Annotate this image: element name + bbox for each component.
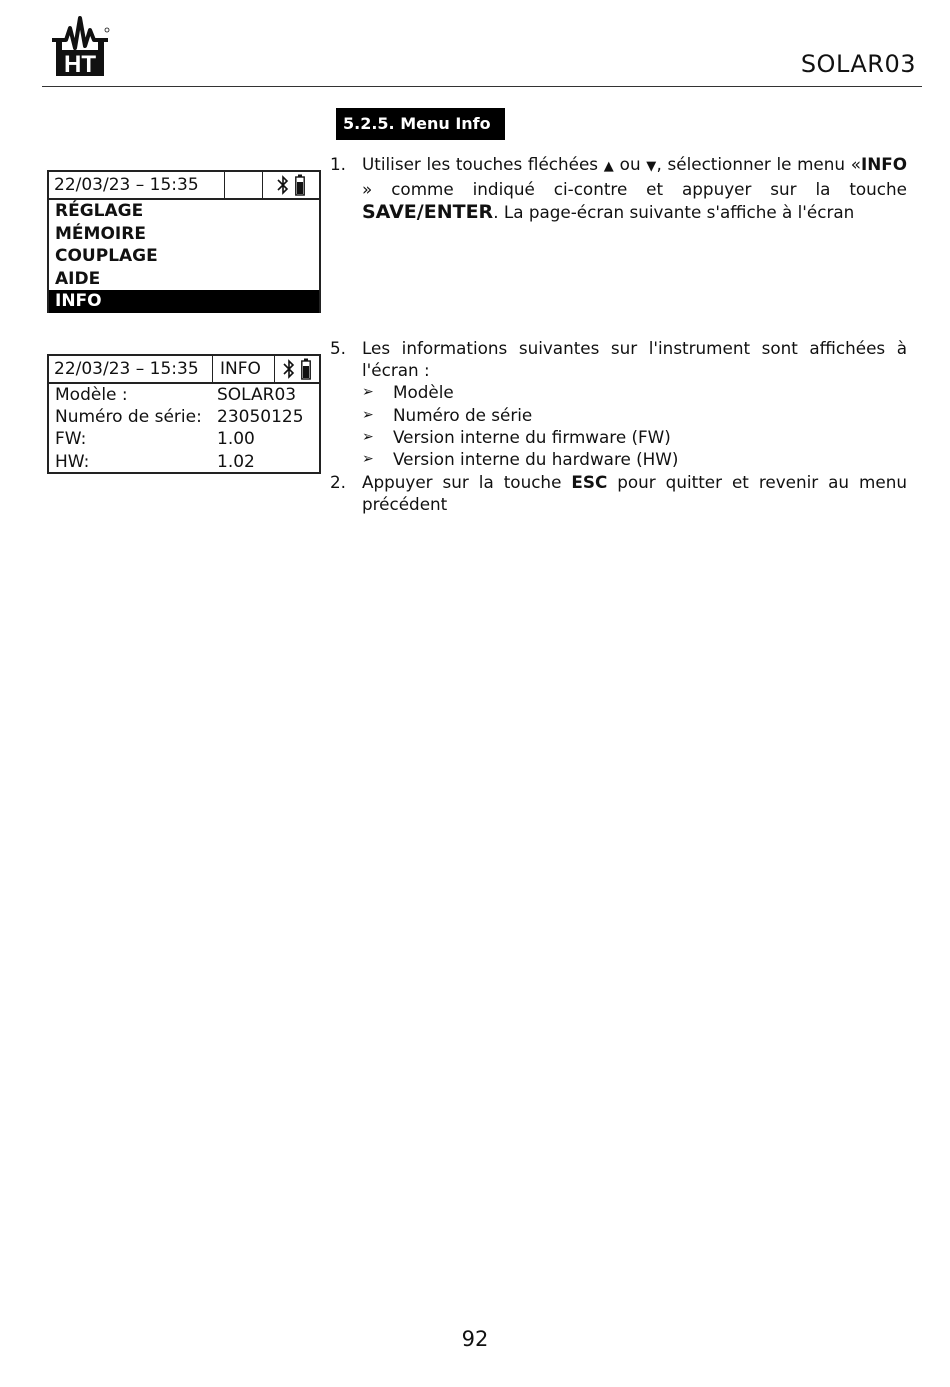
ht-logo: [50, 10, 110, 78]
info-label: FW:: [55, 429, 87, 450]
text-fragment: pour quitter et revenir au menu: [617, 472, 907, 492]
arrow-down-icon: ▼: [646, 159, 657, 174]
text-fragment: Appuyer sur la touche: [362, 472, 562, 492]
step-5-text: Les informations suivantes sur l'instrument sont affichées à: [362, 338, 907, 358]
instrument-info-screen: [47, 354, 321, 474]
bullet-item: Version interne du hardware (HW): [393, 449, 679, 469]
text-fragment: , sélectionner le menu: [656, 154, 846, 174]
key-name-esc: ESC: [571, 472, 608, 492]
screen-datetime: 22/03/23 – 15:35: [54, 175, 199, 195]
arrow-up-icon: ▲: [603, 159, 615, 174]
key-name-info: INFO: [860, 154, 907, 174]
bullet-item: Version interne du firmware (FW): [393, 427, 671, 447]
menu-item-info[interactable]: INFO: [49, 290, 319, 313]
info-label: HW:: [55, 451, 90, 472]
menu-item-reglage[interactable]: RÉGLAGE: [55, 201, 144, 221]
text-fragment: Utiliser les touches fléchées: [362, 154, 599, 174]
screen-status-bar: [49, 172, 319, 200]
info-row-model: [49, 384, 319, 406]
info-value: 1.02: [217, 451, 255, 472]
bluetooth-icon: [283, 359, 295, 379]
step-number: 5.: [330, 338, 347, 358]
screen-mode-box: [224, 172, 262, 198]
key-name-save-enter: SAVE/ENTER: [362, 200, 494, 223]
svg-text:HT: HT: [64, 51, 96, 78]
text-fragment: ou: [619, 154, 641, 174]
bullet-arrow-icon: ➢: [362, 451, 374, 467]
screen-datetime: 22/03/23 – 15:35: [54, 359, 199, 379]
screen-mode-label: INFO: [212, 356, 274, 382]
instrument-menu-screen: [47, 170, 321, 313]
bullet-item: Numéro de série: [393, 405, 533, 425]
menu-item-couplage[interactable]: COUPLAGE: [55, 246, 158, 266]
document-title: SOLAR03: [800, 50, 916, 78]
info-value: 23050125: [217, 407, 304, 428]
text-fragment: «: [850, 154, 861, 174]
text-fragment: . La page-écran suivante s'affiche à l'écran: [493, 201, 855, 222]
bullet-item: Modèle: [393, 382, 454, 402]
menu-item-aide[interactable]: AIDE: [55, 268, 101, 289]
page-number: 92: [461, 1327, 489, 1351]
info-row-hw: [49, 451, 319, 473]
step-2-text-continued: précédent: [362, 494, 448, 514]
screen-status-bar: [49, 356, 319, 384]
step-2-text: [362, 471, 907, 493]
menu-item-memoire[interactable]: MÉMOIRE: [55, 223, 146, 244]
info-row-serial: [49, 406, 319, 428]
battery-icon: [301, 358, 311, 380]
text-fragment: »: [362, 179, 373, 200]
text-fragment: comme indiqué ci-contre et appuyer sur la touche: [391, 179, 907, 200]
header-divider: [42, 86, 922, 87]
section-heading: 5.2.5. Menu Info: [336, 108, 505, 140]
info-label: Modèle :: [55, 385, 128, 405]
bullet-arrow-icon: ➢: [362, 429, 374, 445]
step-5-text-continued: l'écran :: [362, 360, 430, 380]
battery-icon: [295, 174, 305, 196]
bullet-arrow-icon: ➢: [362, 407, 374, 423]
info-value: 1.00: [217, 429, 255, 450]
info-label: Numéro de série:: [55, 407, 202, 428]
bluetooth-icon: [277, 175, 289, 195]
step-number: 2.: [330, 472, 347, 492]
step-number: 1.: [330, 154, 347, 174]
status-icons: [274, 356, 319, 382]
status-icons: [262, 172, 319, 198]
bullet-arrow-icon: ➢: [362, 384, 374, 400]
step-1-text: [362, 153, 907, 223]
info-value: SOLAR03: [217, 385, 297, 405]
info-row-fw: [49, 428, 319, 450]
